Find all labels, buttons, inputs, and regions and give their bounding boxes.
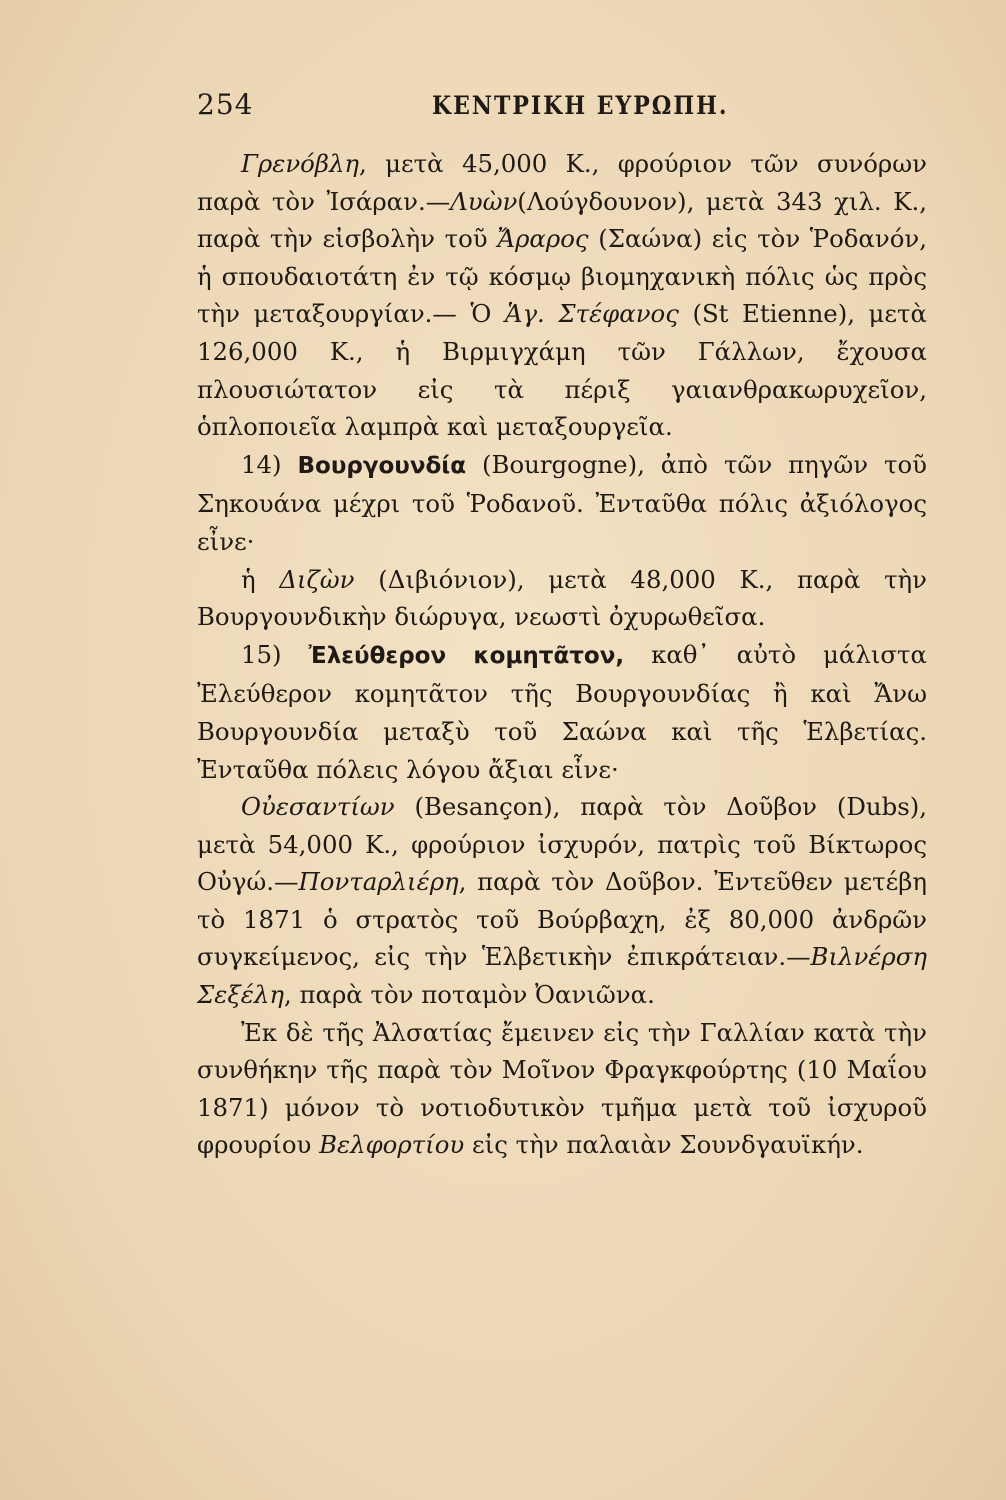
section-number: 15)	[241, 639, 309, 669]
place-name: Βιλνέρση Σεξέλη	[197, 942, 927, 1010]
place-name: Γρενόβλη	[241, 149, 360, 178]
place-name: Οὐεσαντίων	[241, 792, 395, 822]
section-heading: Ἐλεύθερον κομητᾶτον,	[308, 642, 625, 669]
text-run: , μετὰ 45,000 Κ., φρούριον τῶν συνόρων παρὰ τὸν Ἰσάραν.—	[197, 149, 927, 216]
place-name: Ἁγ. Στέφανος	[504, 299, 679, 329]
text-run: (Bourgogne), ἀπὸ τῶν πηγῶν τοῦ Σηκουάνα μέχρι τοῦ Ῥοδανοῦ. Ἐνταῦθα πόλις ἀξιόλογος εἶνε·	[197, 449, 927, 556]
text-run: καθ᾽ αὐτὸ μάλιστα Ἐλεύθερον κομητᾶτον τῆς Βουργουνδίας ἢ καὶ Ἄνω Βουργουνδία μεταξὺ τοῦ Σαώνα καὶ τῆς Ἑλβετίας. Ἐνταῦθα πόλεις λόγου ἄξιαι εἶνε·	[197, 639, 927, 784]
paragraph-grenoble	[197, 145, 927, 446]
paragraph-franche-comte	[197, 636, 927, 788]
page-number: 254	[197, 88, 254, 121]
place-name: Λυὼν	[450, 186, 518, 216]
paragraph-bourgogne	[197, 446, 927, 561]
text-run: , παρὰ τὸν Δοῦβον. Ἐντεῦθεν μετέβη τὸ 1871 ὁ στρατὸς τοῦ Βούρβαχη, ἐξ 80,000 ἀνδρῶν συγκείμενος, εἰς τὴν Ἑλβετικὴν ἐπικράτειαν.—	[197, 867, 927, 972]
text-run: , παρὰ τὸν ποταμὸν Ὀανιῶνα.	[283, 980, 655, 1010]
place-name: Ἄραρος	[497, 224, 589, 254]
text-run: (Besançon), παρὰ τὸν Δοῦβον (Dubs), μετὰ 54,000 Κ., φρούριον ἰσχυρόν, πατρὶς τοῦ Βίκτωρος Οὐγώ.—	[197, 792, 927, 897]
place-name: Διζὼν	[279, 564, 355, 594]
text-run: (Σαώνα) εἰς τὸν Ῥοδανόν, ἡ σπουδαιοτάτη ἐν τῷ κόσμῳ βιομηχανικὴ πόλις ὡς πρὸς τὴν μεταξουργίαν.— Ὁ	[197, 224, 927, 329]
paragraph-alsace	[197, 1014, 927, 1164]
body-text	[197, 145, 927, 1164]
text-run: ἡ	[241, 564, 280, 594]
running-head: ΚΕΝΤΡΙΚΗ ΕΥΡΩΠΗ.	[432, 91, 729, 121]
text-run: εἰς τὴν παλαιὰν Σουνδγαυϊκήν.	[464, 1130, 864, 1160]
place-name: Ποντaρλιέρη	[298, 867, 459, 897]
section-number: 14)	[241, 449, 298, 479]
place-name: Βελφορτίου	[319, 1130, 465, 1160]
text-run: (Διβιόνιον), μετὰ 48,000 Κ., παρὰ τὴν Βουργουνδικὴν διώρυγα, νεωστὶ ὀχυρωθεῖσα.	[197, 564, 927, 632]
paragraph-dijon	[197, 561, 927, 636]
text-run: (St Etienne), μετὰ 126,000 Κ., ἡ Βιρμιγχάμη τῶν Γάλλων, ἔχουσα πλουσιώτατον εἰς τὰ πέριξ γαιανθρακωρυχεῖον, ὁπλοποιεῖα λαμπρὰ καὶ μεταξουργεῖα.	[197, 299, 927, 442]
section-heading: Βουργουνδία	[297, 452, 467, 479]
text-run: Ἐκ δὲ τῆς Ἀλσατίας ἔμεινεν εἰς τὴν Γαλλίαν κατὰ τὴν συνθήκην τῆς παρὰ τὸν Μοῖνον Φραγκφούρτης (10 Μαΐου 1871) μόνον τὸ νοτιοδυτικὸν τμῆμα μετὰ τοῦ ἰσχυροῦ φρουρίου	[197, 1017, 927, 1160]
text-run: (Λούγδουνον), μετὰ 343 χιλ. Κ., παρὰ τὴν εἰσβολὴν τοῦ	[197, 186, 927, 254]
paragraph-besancon	[197, 788, 927, 1014]
page-header	[197, 88, 927, 128]
